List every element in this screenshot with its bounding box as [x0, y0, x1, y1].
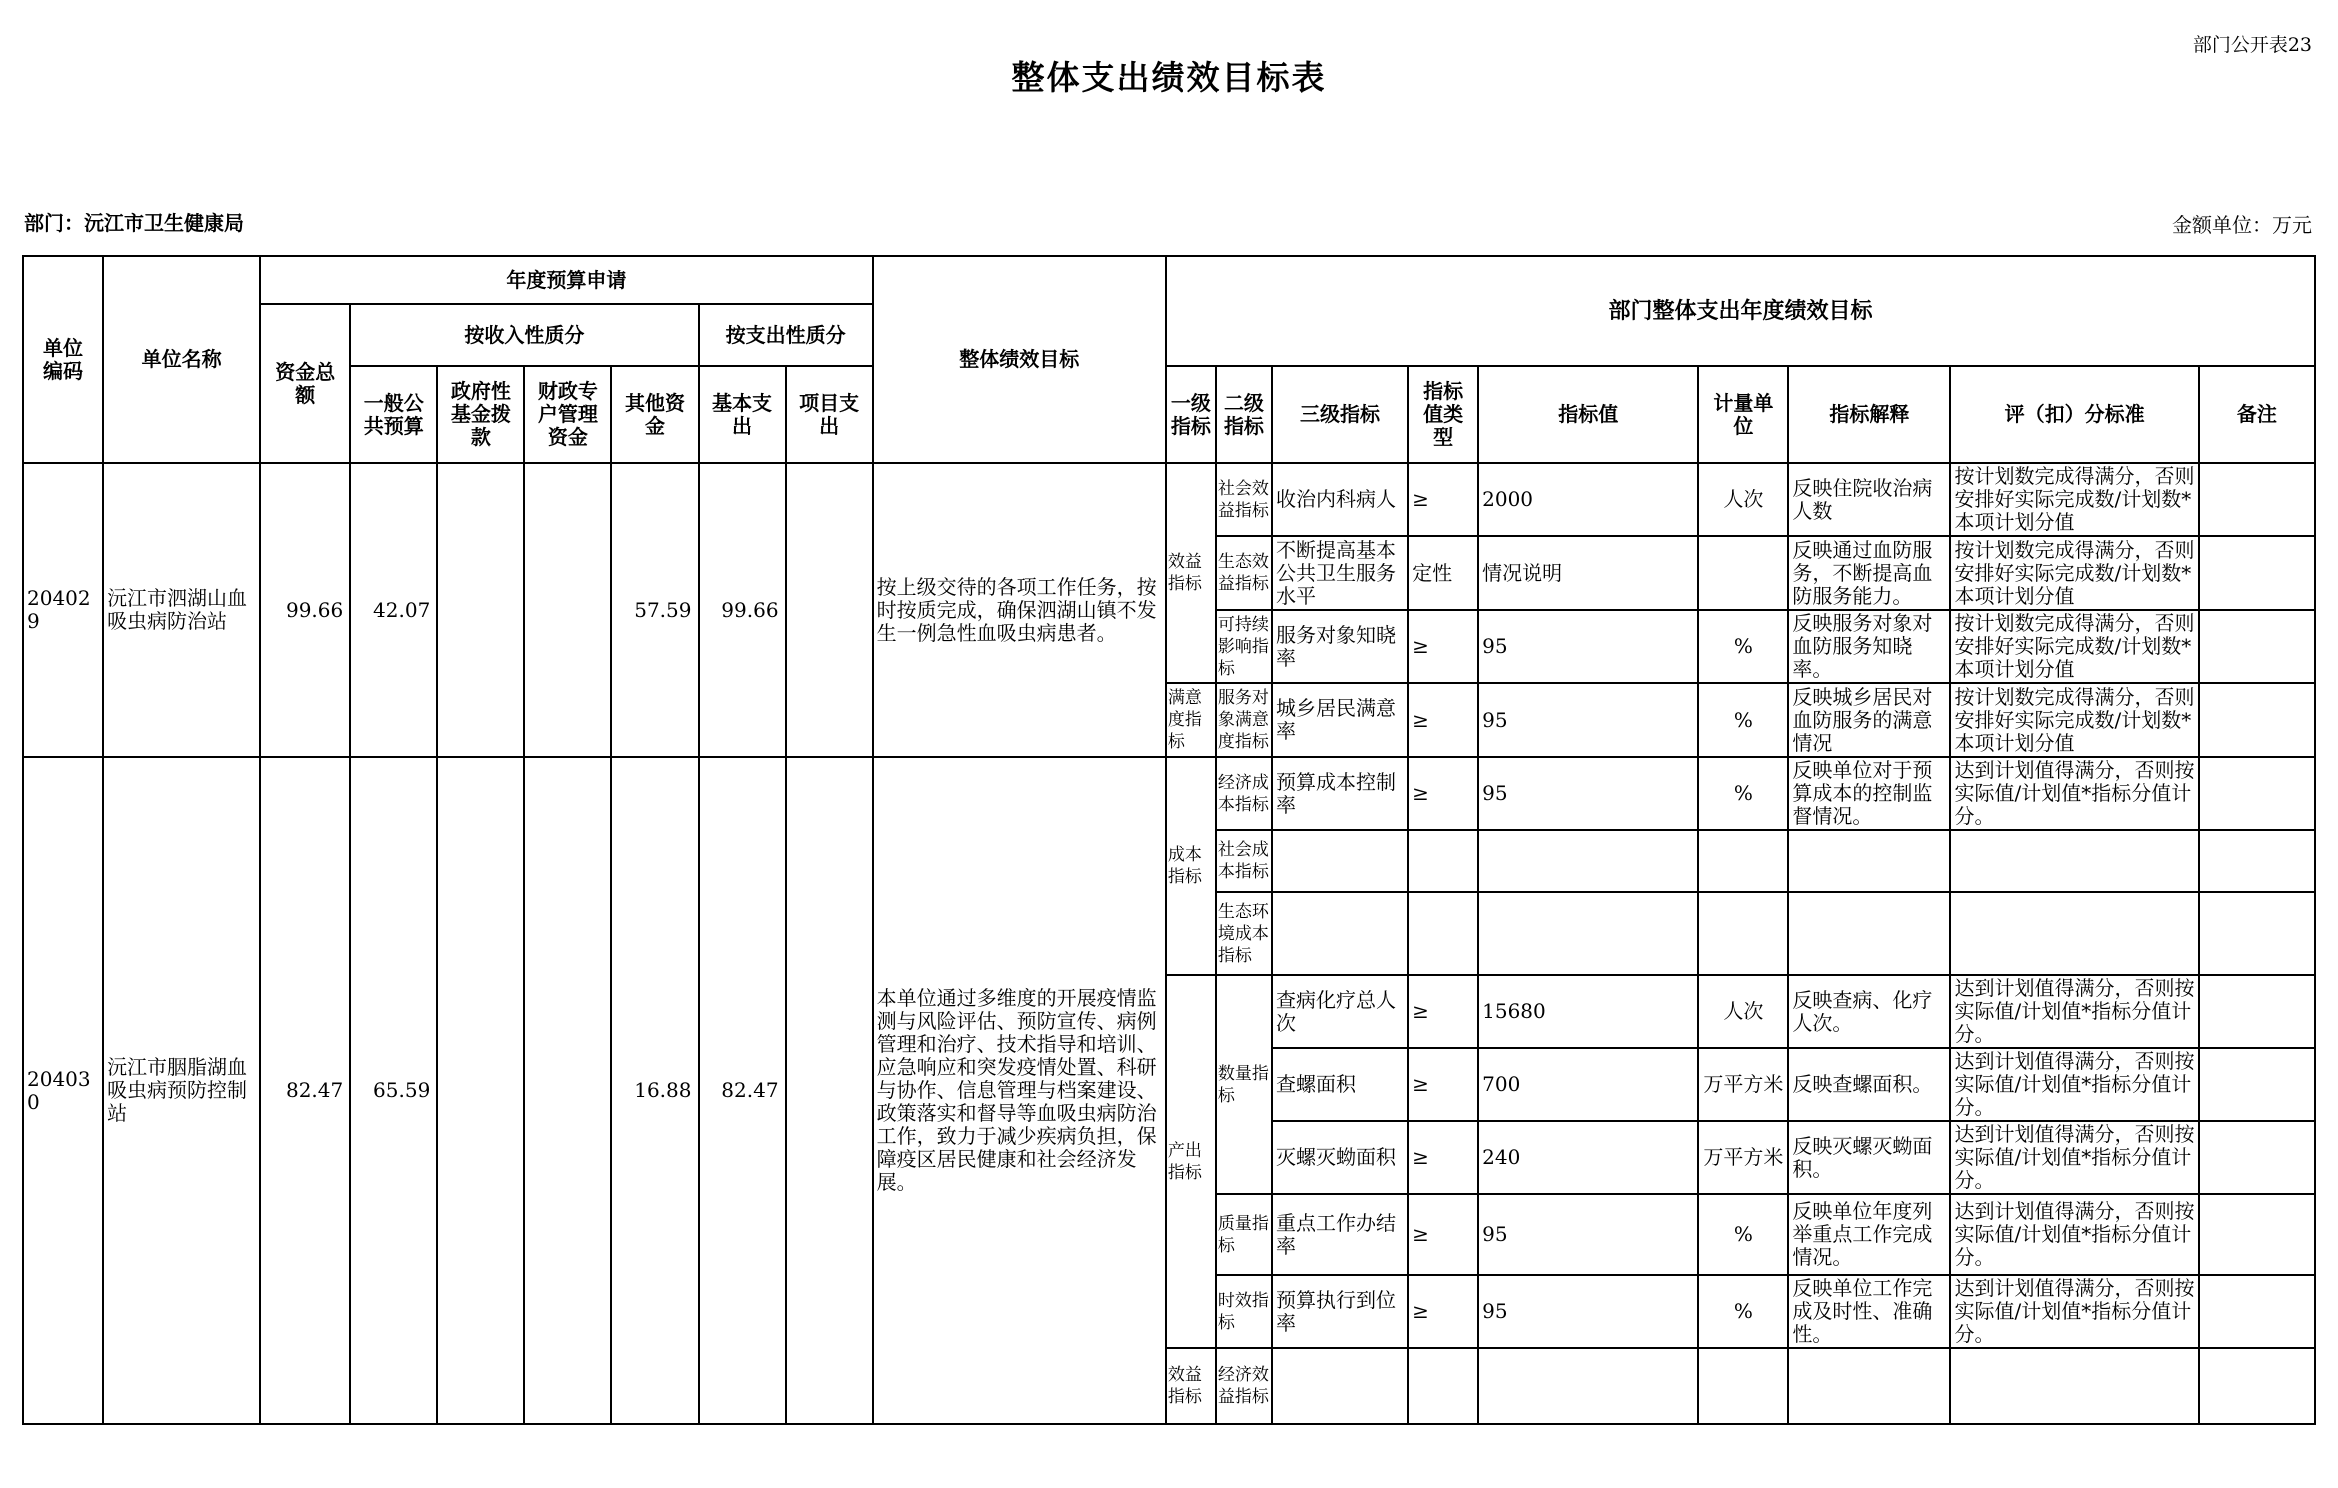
l2-indicator-cell: 数量指标: [1216, 975, 1272, 1194]
th-l1: 一级指标: [1166, 366, 1216, 463]
value-type-cell: ≥: [1408, 757, 1478, 830]
measure-unit-cell: [1698, 536, 1788, 610]
scoring-cell: 达到计划值得满分，否则按实际值/计划值*指标分值计分。: [1950, 1048, 2198, 1121]
l3-indicator-cell: [1272, 892, 1408, 975]
th-scoring: 评（扣）分标准: [1950, 366, 2198, 463]
l1-indicator-cell: 成本指标: [1166, 757, 1216, 975]
remark-cell: [2199, 892, 2315, 975]
value-type-cell: ≥: [1408, 683, 1478, 757]
l1-indicator-cell: 满意度指标: [1166, 683, 1216, 757]
l2-indicator-cell: 生态效益指标: [1216, 536, 1272, 610]
table-row: [23, 757, 2315, 830]
explain-cell: 反映单位年度列举重点工作完成情况。: [1788, 1194, 1950, 1275]
th-gov-fund: 政府性基金拨款: [437, 366, 524, 463]
explain-cell: 反映灭螺灭蚴面积。: [1788, 1121, 1950, 1194]
value-type-cell: ≥: [1408, 463, 1478, 536]
remark-cell: [2199, 1121, 2315, 1194]
scoring-cell: 按计划数完成得满分，否则安排好实际完成数/计划数*本项计划分值: [1950, 463, 2198, 536]
page-title: 整体支出绩效目标表: [1011, 58, 1327, 97]
th-explain: 指标解释: [1788, 366, 1950, 463]
measure-unit-cell: [1698, 1348, 1788, 1424]
th-l3: 三级指标: [1272, 366, 1408, 463]
l2-indicator-cell: 质量指标: [1216, 1194, 1272, 1275]
th-value-type: 指标值类型: [1408, 366, 1478, 463]
value-cell: 240: [1478, 1121, 1698, 1194]
measure-unit-cell: [1698, 892, 1788, 975]
project-exp-cell: [786, 463, 873, 757]
l2-indicator-cell: 时效指标: [1216, 1275, 1272, 1348]
project-exp-cell: [786, 757, 873, 1424]
explain-cell: [1788, 830, 1950, 892]
th-total-funds: 资金总额: [260, 304, 350, 463]
value-type-cell: [1408, 892, 1478, 975]
scoring-cell: 按计划数完成得满分，否则安排好实际完成数/计划数*本项计划分值: [1950, 610, 2198, 683]
measure-unit-cell: 万平方米: [1698, 1121, 1788, 1194]
th-remark: 备注: [2199, 366, 2315, 463]
unit-name-cell: 沅江市胭脂湖血吸虫病预防控制站: [103, 757, 260, 1424]
scoring-cell: 按计划数完成得满分，否则安排好实际完成数/计划数*本项计划分值: [1950, 536, 2198, 610]
gov-fund-cell: [437, 757, 524, 1424]
explain-cell: 反映城乡居民对血防服务的满意情况: [1788, 683, 1950, 757]
l2-indicator-cell: 可持续影响指标: [1216, 610, 1272, 683]
l3-indicator-cell: [1272, 1348, 1408, 1424]
performance-target-table: [22, 255, 2316, 1425]
scoring-cell: 按计划数完成得满分，否则安排好实际完成数/计划数*本项计划分值: [1950, 683, 2198, 757]
value-type-cell: ≥: [1408, 1121, 1478, 1194]
l1-indicator-cell: 效益指标: [1166, 1348, 1216, 1424]
scoring-cell: 达到计划值得满分，否则按实际值/计划值*指标分值计分。: [1950, 757, 2198, 830]
th-l2: 二级指标: [1216, 366, 1272, 463]
l1-indicator-cell: 产出指标: [1166, 975, 1216, 1348]
measure-unit-cell: [1698, 830, 1788, 892]
department-label: 部门：沅江市卫生健康局: [24, 211, 244, 235]
remark-cell: [2199, 463, 2315, 536]
l2-indicator-cell: 生态环境成本指标: [1216, 892, 1272, 975]
value-cell: 15680: [1478, 975, 1698, 1048]
value-type-cell: ≥: [1408, 975, 1478, 1048]
measure-unit-cell: 人次: [1698, 463, 1788, 536]
value-cell: 95: [1478, 757, 1698, 830]
l3-indicator-cell: 城乡居民满意率: [1272, 683, 1408, 757]
overall-target-cell: 按上级交待的各项工作任务，按时按质完成，确保泗湖山镇不发生一例急性血吸虫病患者。: [873, 463, 1166, 757]
value-type-cell: ≥: [1408, 1275, 1478, 1348]
general-budget-cell: 65.59: [350, 757, 437, 1424]
l1-indicator-cell: 效益指标: [1166, 463, 1216, 683]
general-budget-cell: 42.07: [350, 463, 437, 757]
value-cell: [1478, 892, 1698, 975]
l2-indicator-cell: 社会效益指标: [1216, 463, 1272, 536]
remark-cell: [2199, 830, 2315, 892]
l2-indicator-cell: 社会成本指标: [1216, 830, 1272, 892]
l3-indicator-cell: 不断提高基本公共卫生服务水平: [1272, 536, 1408, 610]
th-value: 指标值: [1478, 366, 1698, 463]
unit-code-cell: 204030: [23, 757, 103, 1424]
overall-target-cell: 本单位通过多维度的开展疫情监测与风险评估、预防宣传、病例管理和治疗、技术指导和培训、应急响应和突发疫情处置、科研与协作、信息管理与档案建设、政策落实和督导等血吸虫病防治工作，致力于减少疾病负担，保障疫区居民健康和社会经济发展。: [873, 757, 1166, 1424]
remark-cell: [2199, 536, 2315, 610]
total-funds-cell: 82.47: [260, 757, 350, 1424]
l3-indicator-cell: 预算执行到位率: [1272, 1275, 1408, 1348]
total-funds-cell: 99.66: [260, 463, 350, 757]
value-cell: [1478, 1348, 1698, 1424]
remark-cell: [2199, 1048, 2315, 1121]
scoring-cell: 达到计划值得满分，否则按实际值/计划值*指标分值计分。: [1950, 975, 2198, 1048]
value-cell: 2000: [1478, 463, 1698, 536]
remark-cell: [2199, 1348, 2315, 1424]
header-row-3: [23, 366, 2315, 463]
l3-indicator-cell: 查螺面积: [1272, 1048, 1408, 1121]
scoring-cell: 达到计划值得满分，否则按实际值/计划值*指标分值计分。: [1950, 1121, 2198, 1194]
value-type-cell: ≥: [1408, 610, 1478, 683]
th-unit-code: 单位编码: [23, 256, 103, 463]
scoring-cell: [1950, 892, 2198, 975]
scoring-cell: 达到计划值得满分，否则按实际值/计划值*指标分值计分。: [1950, 1275, 2198, 1348]
value-type-cell: [1408, 830, 1478, 892]
th-measure-unit: 计量单位: [1698, 366, 1788, 463]
th-by-income: 按收入性质分: [350, 304, 698, 366]
measure-unit-cell: %: [1698, 757, 1788, 830]
th-annual-budget: 年度预算申请: [260, 256, 872, 304]
value-type-cell: 定性: [1408, 536, 1478, 610]
value-cell: 情况说明: [1478, 536, 1698, 610]
other-funds-cell: 16.88: [611, 757, 698, 1424]
remark-cell: [2199, 683, 2315, 757]
th-basic-exp: 基本支出: [699, 366, 786, 463]
th-dept-annual-target: 部门整体支出年度绩效目标: [1166, 256, 2315, 366]
l3-indicator-cell: 预算成本控制率: [1272, 757, 1408, 830]
value-cell: 95: [1478, 610, 1698, 683]
scoring-cell: [1950, 1348, 2198, 1424]
value-cell: 700: [1478, 1048, 1698, 1121]
fiscal-special-cell: [524, 757, 611, 1424]
value-type-cell: [1408, 1348, 1478, 1424]
basic-exp-cell: 99.66: [699, 463, 786, 757]
explain-cell: 反映住院收治病人数: [1788, 463, 1950, 536]
th-unit-name: 单位名称: [103, 256, 260, 463]
th-project-exp: 项目支出: [786, 366, 873, 463]
l2-indicator-cell: 服务对象满意度指标: [1216, 683, 1272, 757]
th-general-budget: 一般公共预算: [350, 366, 437, 463]
measure-unit-cell: 人次: [1698, 975, 1788, 1048]
fiscal-special-cell: [524, 463, 611, 757]
th-other-funds: 其他资金: [611, 366, 698, 463]
scoring-cell: 达到计划值得满分，否则按实际值/计划值*指标分值计分。: [1950, 1194, 2198, 1275]
amount-unit-label: 金额单位：万元: [2172, 213, 2312, 237]
explain-cell: 反映查螺面积。: [1788, 1048, 1950, 1121]
remark-cell: [2199, 975, 2315, 1048]
measure-unit-cell: %: [1698, 1194, 1788, 1275]
l3-indicator-cell: 服务对象知晓率: [1272, 610, 1408, 683]
l3-indicator-cell: 查病化疗总人次: [1272, 975, 1408, 1048]
value-type-cell: ≥: [1408, 1048, 1478, 1121]
measure-unit-cell: 万平方米: [1698, 1048, 1788, 1121]
basic-exp-cell: 82.47: [699, 757, 786, 1424]
l3-indicator-cell: 灭螺灭蚴面积: [1272, 1121, 1408, 1194]
remark-cell: [2199, 1275, 2315, 1348]
header-row-1: [23, 256, 2315, 304]
value-type-cell: ≥: [1408, 1194, 1478, 1275]
unit-code-cell: 204029: [23, 463, 103, 757]
value-cell: 95: [1478, 683, 1698, 757]
remark-cell: [2199, 757, 2315, 830]
table-row: [23, 463, 2315, 536]
other-funds-cell: 57.59: [611, 463, 698, 757]
explain-cell: 反映服务对象对血防服务知晓率。: [1788, 610, 1950, 683]
l2-indicator-cell: 经济效益指标: [1216, 1348, 1272, 1424]
gov-fund-cell: [437, 463, 524, 757]
remark-cell: [2199, 1194, 2315, 1275]
corner-label: 部门公开表23: [2192, 34, 2312, 56]
l3-indicator-cell: 重点工作办结率: [1272, 1194, 1408, 1275]
l2-indicator-cell: 经济成本指标: [1216, 757, 1272, 830]
explain-cell: [1788, 1348, 1950, 1424]
value-cell: 95: [1478, 1275, 1698, 1348]
explain-cell: 反映通过血防服务，不断提高血防服务能力。: [1788, 536, 1950, 610]
explain-cell: 反映查病、化疗人次。: [1788, 975, 1950, 1048]
measure-unit-cell: %: [1698, 1275, 1788, 1348]
l3-indicator-cell: 收治内科病人: [1272, 463, 1408, 536]
value-cell: 95: [1478, 1194, 1698, 1275]
explain-cell: 反映单位对于预算成本的控制监督情况。: [1788, 757, 1950, 830]
measure-unit-cell: %: [1698, 610, 1788, 683]
value-cell: [1478, 830, 1698, 892]
th-fiscal-special: 财政专户管理资金: [524, 366, 611, 463]
explain-cell: 反映单位工作完成及时性、准确性。: [1788, 1275, 1950, 1348]
th-overall-target: 整体绩效目标: [873, 256, 1166, 463]
l3-indicator-cell: [1272, 830, 1408, 892]
th-by-expenditure: 按支出性质分: [699, 304, 873, 366]
measure-unit-cell: %: [1698, 683, 1788, 757]
remark-cell: [2199, 610, 2315, 683]
scoring-cell: [1950, 830, 2198, 892]
unit-name-cell: 沅江市泗湖山血吸虫病防治站: [103, 463, 260, 757]
explain-cell: [1788, 892, 1950, 975]
